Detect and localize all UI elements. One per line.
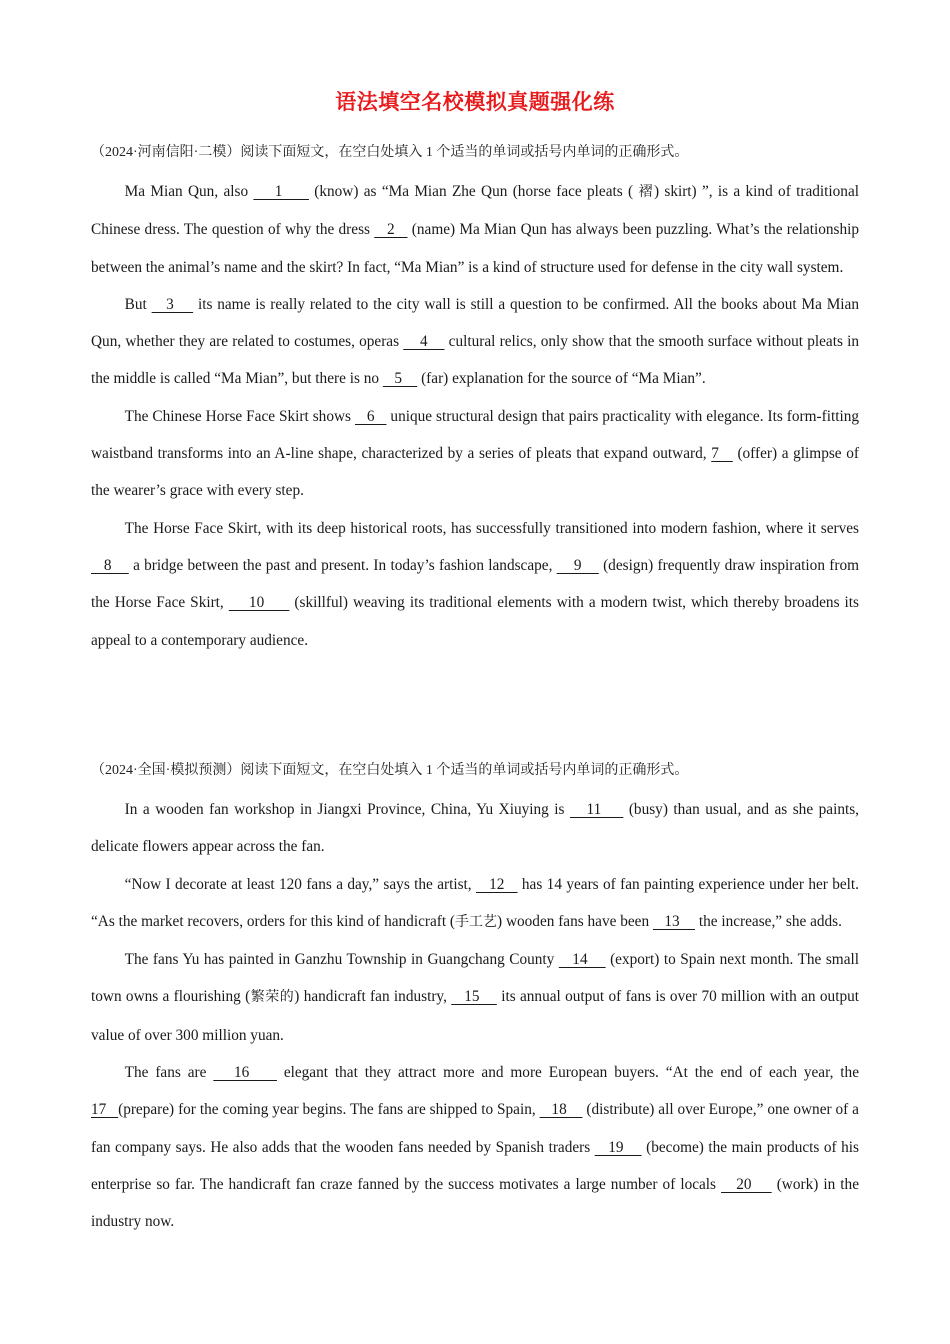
blank-14[interactable]: 14 [558,951,606,969]
section-instruction: （2024·河南信阳·二模）阅读下面短文，在空白处填入 1 个适当的单词或括号内单词的正确形式。 [91,145,689,160]
section-2 [91,761,859,1241]
chinese-gloss: 繁荣的 [250,989,295,1006]
blank-11[interactable]: 11 [570,801,624,818]
blank-3[interactable]: 3 [151,295,194,313]
passage-paragraph: The Chinese Horse Face Skirt shows 6 unique structural design that pairs practicality with elegance. Its form-fitting waistband transforms into an A-line shape, characterized by a series of pleats that expand outward, 7 (offer) a glimpse of the wearer’s grace with every step. [91,407,860,500]
blank-16[interactable]: 16 [213,1064,277,1082]
chinese-gloss: 褶 [638,184,654,200]
page-title: 语法填空名校模拟真题强化练 [335,90,615,114]
blank-4[interactable]: 4 [403,333,445,351]
blank-17[interactable]: 17 [91,1101,119,1119]
blank-8[interactable]: 8 [91,556,129,574]
blank-20[interactable]: 20 [721,1175,772,1193]
blank-9[interactable]: 9 [556,556,599,574]
passage-paragraph: The fans are 16 elegant that they attract more and more European buyers. “At the end of each year, the 17 (prepare) for the coming year begins. The fans are shipped to Spain, 18 (distribute) all over Europe,” one owner of a fan company says. He also adds that the wooden fans needed by Spanish traders 19 (become) the main products of his enterprise so far. The handicraft fan craze fanned by the success motivates a large number of locals 20 (work) in the industry now. [91,1064,859,1231]
blank-12[interactable]: 12 [476,875,518,893]
blank-6[interactable]: 6 [354,407,387,425]
section-1 [91,143,859,659]
passage-paragraph: But 3 its name is really related to the city wall is still a question to be confirmed. All the books about Ma Mian Qun, whether they are related to costumes, operas 4 cultural relics, only show that the smooth surface without pleats in the middle is called “Ma Mian”, but there is no 5 (far) explanation for the source of “Ma Mian”. [91,295,859,388]
passage-paragraph: Ma Mian Qun, also 1 (know) as “Ma Mian Zhe Qun (horse face pleats ( 褶) skirt) ”, is a kind of traditional Chinese dress. The question of why the dress 2 (name) Ma Mian Qun has always been puzzling. What’s the relationship between the animal’s name and the skirt? In fact, “Ma Mian” is a kind of structure used for defense in the city wall system. [91,183,860,276]
blank-1[interactable]: 1 [253,183,309,200]
section-instruction: （2024·全国·模拟预测）阅读下面短文，在空白处填入 1 个适当的单词或括号内单词的正确形式。 [91,763,689,778]
blank-2[interactable]: 2 [374,221,408,239]
blank-7[interactable]: 7 [711,445,733,463]
passage-paragraph: In a wooden fan workshop in Jiangxi Province, China, Yu Xiuying is 11 (busy) than usual, and as she paints, delicate flowers appear across the fan. [91,801,859,856]
passage-paragraph: The Horse Face Skirt, with its deep historical roots, has successfully transitioned into modern fashion, where it serves 8 a bridge between the past and present. In today’s fashion landscape, 9 (design) frequently draw inspiration from the Horse Face Skirt, 10 (skillful) weaving its traditional elements with a modern twist, which thereby broadens its appeal to a contemporary audience. [91,519,860,649]
blank-10[interactable]: 10 [228,594,290,612]
blank-13[interactable]: 13 [652,912,695,930]
blank-5[interactable]: 5 [382,370,418,388]
chinese-gloss: 手工艺 [455,913,498,930]
blank-19[interactable]: 19 [594,1138,642,1156]
passage-paragraph: The fans Yu has painted in Ganzhu Township in Guangchang County 14 (export) to Spain next month. The small town owns a flourishing (繁荣的) handicraft fan industry, 15 its annual output of fans is over 70 million with an output value of over 300 million yuan. [91,951,859,1044]
blank-18[interactable]: 18 [539,1101,583,1119]
passage-paragraph: “Now I decorate at least 120 fans a day,” says the artist, 12 has 14 years of fan painting experience under her belt. “As the market recovers, orders for this kind of handicraft (手工艺) wooden fans have been 13 the increase,” she adds. [91,875,859,930]
blank-15[interactable]: 15 [451,988,497,1006]
